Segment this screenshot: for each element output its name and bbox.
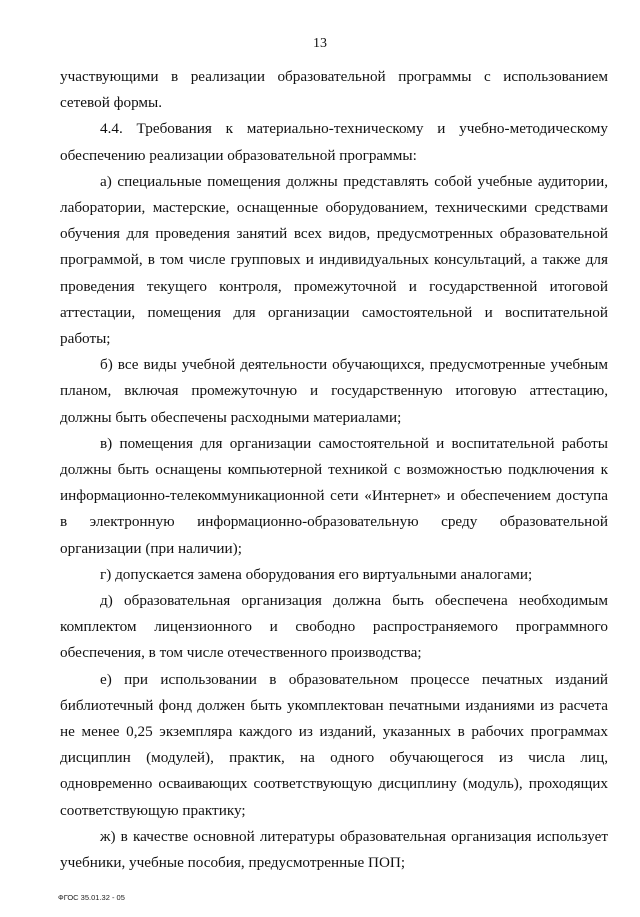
paragraph-v: в) помещения для организации самостоятельной и воспитательной работы должны быть оснащены компьютерной техникой с возможностью подключения к информационно-телекоммуникационной сети «Интернет» и обеспечением доступа в электронную информационно-образовательную среду образовательной организации (при наличии); bbox=[60, 434, 608, 557]
paragraph-continuation: участвующими в реализации образовательной программы с использованием сетевой формы. bbox=[60, 68, 608, 112]
paragraph-zh: ж) в качестве основной литературы образовательная организация использует учебники, учебные пособия, предусмотренные ПОП; bbox=[60, 827, 608, 872]
footer-code: ФГОС 35.01.32 - 05 bbox=[58, 893, 125, 902]
paragraph-g: г) допускается замена оборудования его виртуальными аналогами; bbox=[100, 565, 533, 583]
paragraph-d: д) образовательная организация должна быть обеспечена необходимым комплектом лицензионного и свободно распространяемого программного обеспечения, в том числе отечественного производства; bbox=[60, 592, 608, 662]
section-heading-4-4: 4.4. Требования к материально-техническому и учебно-методическому обеспечению реализации образовательной программы: bbox=[60, 120, 608, 164]
page-number: 13 bbox=[313, 36, 327, 51]
paragraph-a: а) специальные помещения должны представлять собой учебные аудитории, лаборатории, мастерские, оснащенные оборудованием, техническими средствами обучения для проведения занятий всех видов, предусмотренных образовательной программой, в том числе групповых и индивидуальных консультаций, а также для проведения текущего контроля, промежуточной и государственной итоговой аттестации, помещения для организации самостоятельной и воспитательной работы; bbox=[60, 172, 608, 348]
paragraph-e: е) при использовании в образовательном процессе печатных изданий библиотечный фонд должен быть укомплектован печатными изданиями из расчета не менее 0,25 экземпляра каждого из изданий, указанных в рабочих программах дисциплин (модулей), практик, на одного обучающегося из числа лиц, одновременно осваивающих соответствующую дисциплину (модуль), проходящих соответствующую практику; bbox=[60, 670, 608, 819]
document-body bbox=[60, 64, 608, 876]
paragraph-b: б) все виды учебной деятельности обучающихся, предусмотренные учебным планом, включая промежуточную и государственную итоговую аттестацию, должны быть обеспечены расходными материалами; bbox=[60, 356, 608, 426]
